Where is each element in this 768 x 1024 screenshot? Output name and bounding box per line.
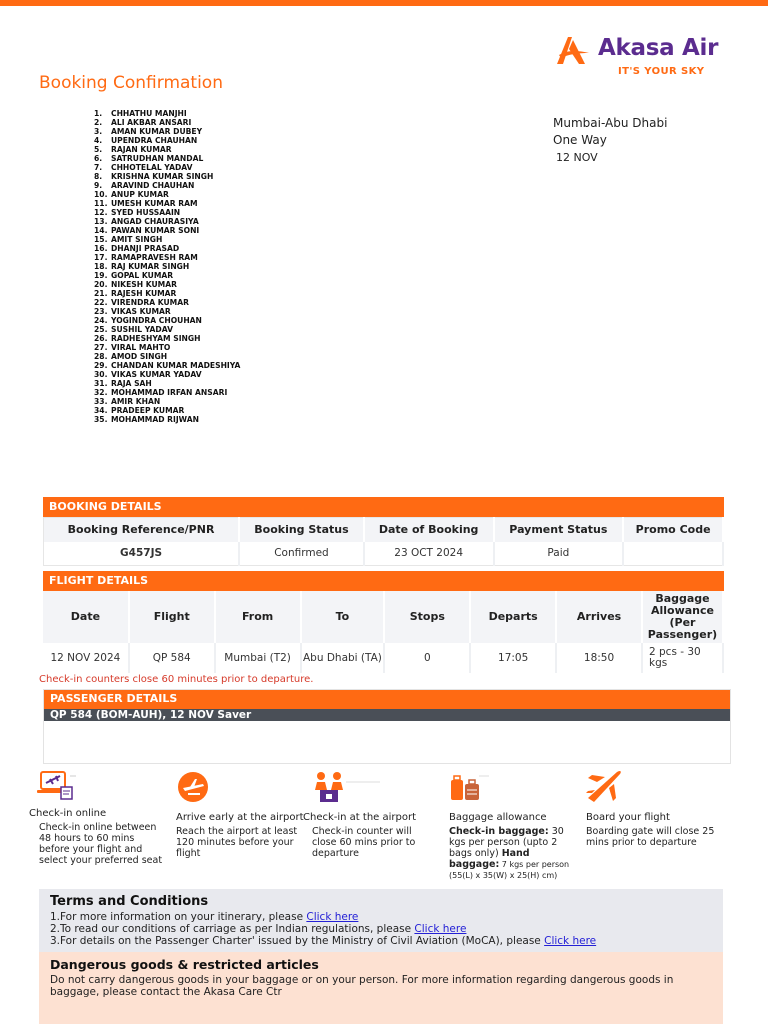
passenger-name: SATRUDHAN MANDAL bbox=[111, 154, 204, 163]
list-item bbox=[94, 262, 294, 271]
step-board-flight bbox=[586, 812, 726, 848]
passenger-name: CHANDAN KUMAR MADESHIYA bbox=[111, 361, 241, 370]
passenger-name: AMIT SINGH bbox=[111, 235, 163, 244]
step-baggage-allowance bbox=[449, 812, 577, 881]
passenger-name: AMAN KUMAR DUBEY bbox=[111, 127, 203, 136]
stops-value: 0 bbox=[384, 643, 470, 673]
passenger-name: RAJA SAH bbox=[111, 379, 152, 388]
passenger-number: 11. bbox=[94, 199, 108, 208]
hand-baggage-text: 7 kgs per person (55(L) x 35(W) x 25(H) cm) bbox=[449, 860, 570, 880]
itinerary-link[interactable]: Click here bbox=[306, 911, 359, 923]
departs-value: 17:05 bbox=[470, 643, 556, 673]
passenger-name: UMESH KUMAR RAM bbox=[111, 199, 198, 208]
list-item bbox=[94, 343, 294, 352]
passenger-number: 17. bbox=[94, 253, 108, 262]
passenger-name: RAMAPRAVESH RAM bbox=[111, 253, 198, 262]
column-header: Booking Status bbox=[239, 518, 364, 542]
step-title: Check-in online bbox=[29, 808, 107, 819]
step-description: Check-in online between 48 hours to 60 mins before your flight and select your preferred seat bbox=[39, 822, 163, 866]
brand-name: Akasa Air bbox=[598, 35, 719, 61]
column-header: Promo Code bbox=[623, 518, 723, 542]
travel-date: 12 NOV bbox=[556, 151, 598, 164]
airport-counter-icon bbox=[312, 770, 382, 804]
list-item bbox=[94, 199, 294, 208]
flight-number-value: QP 584 bbox=[129, 643, 215, 673]
list-item bbox=[94, 208, 294, 217]
flight-date-value: 12 NOV 2024 bbox=[43, 643, 129, 673]
baggage-icon bbox=[449, 770, 489, 804]
travel-steps bbox=[0, 766, 768, 881]
step-description: Boarding gate will close 25 mins prior to departure bbox=[586, 826, 715, 848]
akasa-logo-icon bbox=[555, 35, 591, 65]
passenger-number: 33. bbox=[94, 397, 108, 406]
passenger-name: PRADEEP KUMAR bbox=[111, 406, 185, 415]
list-item bbox=[94, 226, 294, 235]
passenger-details-section bbox=[43, 689, 731, 764]
passenger-name: SUSHIL YADAV bbox=[111, 325, 173, 334]
origin-value: Mumbai (T2) bbox=[215, 643, 301, 673]
list-item bbox=[94, 163, 294, 172]
column-header: Date bbox=[43, 591, 129, 643]
clock-plane-icon bbox=[176, 770, 210, 804]
flight-details-heading: FLIGHT DETAILS bbox=[43, 571, 724, 591]
column-header: Departs bbox=[470, 591, 556, 643]
passenger-name: GOPAL KUMAR bbox=[111, 271, 174, 280]
step-title: Board your flight bbox=[586, 812, 670, 823]
passenger-name: UPENDRA CHAUHAN bbox=[111, 136, 198, 145]
passenger-number: 31. bbox=[94, 379, 108, 388]
passenger-number: 34. bbox=[94, 406, 108, 415]
passenger-name: VIKAS KUMAR bbox=[111, 307, 171, 316]
checkin-note: Check-in counters close 60 minutes prior to departure. bbox=[39, 674, 314, 685]
passenger-name: RAJ KUMAR SINGH bbox=[111, 262, 190, 271]
page-title: Booking Confirmation bbox=[39, 73, 223, 93]
passenger-number: 1. bbox=[94, 109, 103, 118]
step-checkin-airport bbox=[303, 812, 423, 859]
brand-tagline: IT'S YOUR SKY bbox=[618, 66, 705, 77]
passenger-number: 20. bbox=[94, 280, 108, 289]
passenger-number: 5. bbox=[94, 145, 103, 154]
passenger-name: SYED HUSSAAIN bbox=[111, 208, 181, 217]
list-item bbox=[94, 118, 294, 127]
passenger-name: CHHOTELAL YADAV bbox=[111, 163, 193, 172]
passenger-number: 30. bbox=[94, 370, 108, 379]
terms-line bbox=[50, 923, 712, 935]
passenger-number: 8. bbox=[94, 172, 103, 181]
route-sector: Mumbai-Abu Dhabi bbox=[553, 116, 668, 130]
step-title: Baggage allowance bbox=[449, 812, 547, 823]
pnr-value: G457JS bbox=[44, 542, 240, 566]
step-arrive-early bbox=[176, 812, 304, 859]
column-header: Date of Booking bbox=[364, 518, 494, 542]
passenger-number: 28. bbox=[94, 352, 108, 361]
table-header-row bbox=[43, 591, 723, 643]
laptop-checkin-icon bbox=[36, 770, 76, 802]
passenger-name: RAJESH KUMAR bbox=[111, 289, 177, 298]
list-item bbox=[94, 289, 294, 298]
dangerous-goods-notice bbox=[39, 952, 723, 1024]
passenger-number: 7. bbox=[94, 163, 103, 172]
passenger-number: 9. bbox=[94, 181, 103, 190]
table-row bbox=[43, 643, 723, 673]
passenger-number: 25. bbox=[94, 325, 108, 334]
checkin-baggage-label: Check-in baggage: bbox=[449, 826, 549, 837]
step-checkin-online bbox=[29, 808, 167, 866]
list-item bbox=[94, 253, 294, 262]
column-header: From bbox=[215, 591, 301, 643]
list-item bbox=[94, 109, 294, 118]
flight-details-table bbox=[43, 591, 724, 673]
checkin-baggage-text: 30 kgs per person (upto 2 bags only) bbox=[449, 826, 564, 859]
list-item bbox=[94, 325, 294, 334]
passenger-number: 35. bbox=[94, 415, 108, 424]
passenger-name: VIKAS KUMAR YADAV bbox=[111, 370, 202, 379]
flight-details-section bbox=[43, 571, 724, 673]
passenger-number: 23. bbox=[94, 307, 108, 316]
passenger-number: 22. bbox=[94, 298, 108, 307]
passenger-number: 16. bbox=[94, 244, 108, 253]
passenger-number: 3. bbox=[94, 127, 103, 136]
table-row bbox=[44, 542, 724, 566]
passenger-name: RADHESHYAM SINGH bbox=[111, 334, 201, 343]
passenger-number: 10. bbox=[94, 190, 108, 199]
dangerous-goods-title: Dangerous goods & restricted articles bbox=[50, 957, 319, 972]
list-item bbox=[94, 415, 294, 424]
passenger-name: CHHATHU MANJHI bbox=[111, 109, 187, 118]
terms-line-text: 3.For details on the Passenger Charter' issued by the Ministry of Civil Aviation (MoCA), please bbox=[50, 935, 545, 947]
booking-details-section bbox=[43, 497, 724, 566]
passenger-number: 19. bbox=[94, 271, 108, 280]
list-item bbox=[94, 190, 294, 199]
step-title: Check-in at the airport bbox=[303, 812, 416, 823]
passenger-list bbox=[94, 109, 294, 424]
column-header: Payment Status bbox=[494, 518, 624, 542]
passenger-name: VIRENDRA KUMAR bbox=[111, 298, 189, 307]
passenger-number: 15. bbox=[94, 235, 108, 244]
akasa-air-logo bbox=[555, 33, 735, 83]
passenger-number: 32. bbox=[94, 388, 108, 397]
column-header: Flight bbox=[129, 591, 215, 643]
list-item bbox=[94, 352, 294, 361]
column-header: Arrives bbox=[556, 591, 642, 643]
step-description: Check-in counter will close 60 mins prior to departure bbox=[312, 826, 416, 859]
destination-value: Abu Dhabi (TA) bbox=[301, 643, 385, 673]
passenger-name: KRISHNA KUMAR SINGH bbox=[111, 172, 214, 181]
booking-status-value: Confirmed bbox=[239, 542, 364, 566]
list-item bbox=[94, 316, 294, 325]
terms-and-conditions bbox=[39, 889, 723, 952]
terms-title: Terms and Conditions bbox=[50, 894, 209, 909]
passenger-name: ARAVIND CHAUHAN bbox=[111, 181, 195, 190]
list-item bbox=[94, 406, 294, 415]
booking-details-heading: BOOKING DETAILS bbox=[43, 497, 724, 517]
passenger-name: YOGINDRA CHOUHAN bbox=[111, 316, 202, 325]
list-item bbox=[94, 361, 294, 370]
passenger-number: 6. bbox=[94, 154, 103, 163]
passenger-number: 2. bbox=[94, 118, 103, 127]
passenger-name: ANUP KUMAR bbox=[111, 190, 169, 199]
top-accent-bar bbox=[0, 0, 768, 6]
list-item bbox=[94, 271, 294, 280]
column-header: To bbox=[301, 591, 385, 643]
trip-type: One Way bbox=[553, 133, 607, 147]
passenger-number: 24. bbox=[94, 316, 108, 325]
list-item bbox=[94, 136, 294, 145]
terms-line bbox=[50, 935, 712, 947]
passenger-name: RAJAN KUMAR bbox=[111, 145, 172, 154]
terms-line-text: 1.For more information on your itinerary, please bbox=[50, 911, 307, 923]
booking-date-value: 23 OCT 2024 bbox=[364, 542, 494, 566]
step-description: Reach the airport at least 120 minutes before your flight bbox=[176, 826, 298, 859]
terms-line bbox=[50, 911, 712, 923]
column-header: Booking Reference/PNR bbox=[44, 518, 240, 542]
conditions-of-carriage-link[interactable]: Click here bbox=[414, 923, 467, 935]
list-item bbox=[94, 172, 294, 181]
list-item bbox=[94, 397, 294, 406]
passenger-number: 29. bbox=[94, 361, 108, 370]
list-item bbox=[94, 280, 294, 289]
passenger-charter-link[interactable]: Click here bbox=[544, 935, 597, 947]
passenger-number: 18. bbox=[94, 262, 108, 271]
airplane-icon bbox=[585, 768, 623, 804]
list-item bbox=[94, 307, 294, 316]
terms-line-text: 2.To read our conditions of carriage as per Indian regulations, please bbox=[50, 923, 415, 935]
column-header: Stops bbox=[384, 591, 470, 643]
hand-baggage-label: Hand baggage: bbox=[449, 848, 530, 870]
step-description bbox=[449, 826, 577, 881]
step-title: Arrive early at the airport bbox=[176, 812, 304, 823]
column-header: Baggage Allowance (Per Passenger) bbox=[642, 591, 723, 643]
segment-bar: QP 584 (BOM-AUH), 12 NOV Saver bbox=[44, 709, 730, 721]
passenger-number: 27. bbox=[94, 343, 108, 352]
dangerous-goods-text: Do not carry dangerous goods in your baggage or on your person. For more information regarding dangerous goods in baggage, please contact the Akasa Care Ctr bbox=[50, 974, 674, 998]
passenger-name: AMOD SINGH bbox=[111, 352, 168, 361]
list-item bbox=[94, 379, 294, 388]
passenger-number: 14. bbox=[94, 226, 108, 235]
table-header-row bbox=[44, 518, 724, 542]
list-item bbox=[94, 181, 294, 190]
list-item bbox=[94, 388, 294, 397]
list-item bbox=[94, 298, 294, 307]
passenger-name: ANGAD CHAURASIYA bbox=[111, 217, 199, 226]
passenger-name: ALI AKBAR ANSARI bbox=[111, 118, 192, 127]
route-summary bbox=[553, 115, 667, 166]
passenger-number: 4. bbox=[94, 136, 103, 145]
arrives-value: 18:50 bbox=[556, 643, 642, 673]
list-item bbox=[94, 370, 294, 379]
baggage-allowance-value: 2 pcs - 30 kgs bbox=[642, 643, 723, 673]
list-item bbox=[94, 244, 294, 253]
list-item bbox=[94, 235, 294, 244]
passenger-number: 12. bbox=[94, 208, 108, 217]
passenger-name: MOHAMMAD RIJWAN bbox=[111, 415, 199, 424]
passenger-name: DHANJI PRASAD bbox=[111, 244, 180, 253]
passenger-name: VIRAL MAHTO bbox=[111, 343, 171, 352]
passenger-name: NIKESH KUMAR bbox=[111, 280, 177, 289]
payment-status-value: Paid bbox=[494, 542, 624, 566]
passenger-number: 21. bbox=[94, 289, 108, 298]
promo-code-value bbox=[623, 542, 723, 566]
list-item bbox=[94, 145, 294, 154]
list-item bbox=[94, 334, 294, 343]
passenger-name: AMIR KHAN bbox=[111, 397, 161, 406]
passenger-name: PAWAN KUMAR SONI bbox=[111, 226, 200, 235]
list-item bbox=[94, 217, 294, 226]
passenger-name: MOHAMMAD IRFAN ANSARI bbox=[111, 388, 228, 397]
list-item bbox=[94, 127, 294, 136]
passenger-number: 13. bbox=[94, 217, 108, 226]
passenger-number: 26. bbox=[94, 334, 108, 343]
booking-details-table bbox=[43, 517, 724, 566]
passenger-details-heading: PASSENGER DETAILS bbox=[44, 690, 730, 709]
list-item bbox=[94, 154, 294, 163]
